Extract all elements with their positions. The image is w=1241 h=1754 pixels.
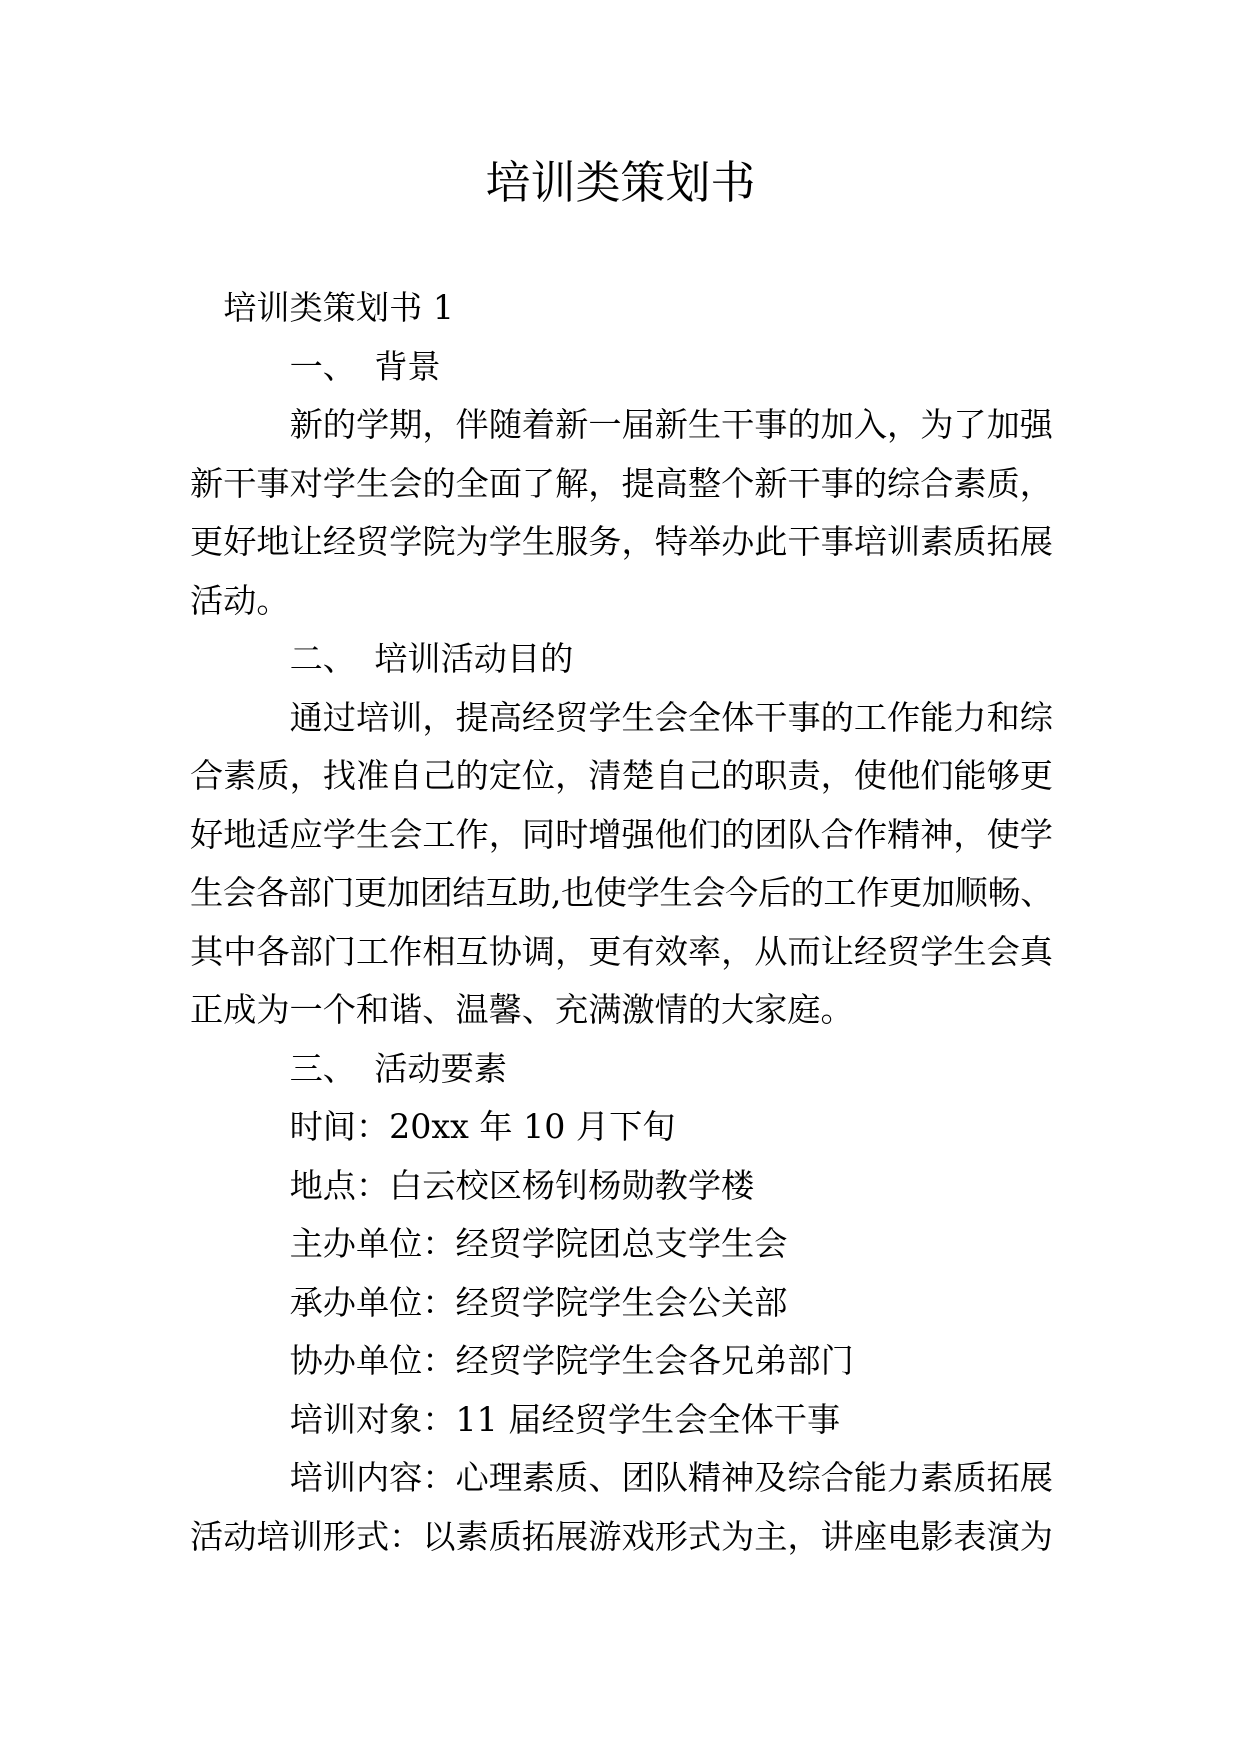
paragraph-line: 其中各部门工作相互协调，更有效率，从而让经贸学生会真: [190, 931, 1053, 971]
info-value: 20xx 年 10 月下旬: [389, 1107, 676, 1146]
paragraph-line: 活动培训形式：以素质拓展游戏形式为主，讲座电影表演为: [190, 1516, 1053, 1556]
document-body: [190, 279, 1053, 1566]
section-number: 三、: [289, 1048, 356, 1088]
info-item-host: [190, 1274, 1053, 1333]
info-label: 时间：: [289, 1107, 390, 1146]
info-value: 白云校区杨钊杨勋教学楼: [389, 1165, 755, 1205]
info-item-co-organizer: [190, 1332, 1053, 1391]
document-title: 培训类策划书: [485, 156, 756, 209]
section-number: 二、: [289, 639, 356, 678]
info-value: 经贸学院学生会各兄弟部门: [455, 1341, 854, 1380]
info-value: 经贸学院学生会公关部: [455, 1282, 788, 1322]
info-item-audience: [190, 1391, 1053, 1450]
paragraph-line: 生会各部门更加团结互助,也使学生会今后的工作更加顺畅、: [190, 873, 1053, 912]
section-number: 一、: [289, 346, 356, 386]
paragraph-line: 培训内容：心理素质、团队精神及综合能力素质拓展: [289, 1458, 1053, 1497]
info-label: 协办单位：: [289, 1341, 456, 1380]
paragraph-line: 更好地让经贸学院为学生服务，特举办此干事培训素质拓展: [190, 522, 1053, 561]
info-item-time: [190, 1098, 1053, 1157]
paragraph-line: 好地适应学生会工作，同时增强他们的团队合作精神，使学: [190, 814, 1053, 854]
paragraph-line: 通过培训，提高经贸学生会全体干事的工作能力和综: [289, 697, 1053, 737]
paragraph-line: 新的学期，伴随着新一届新生干事的加入，为了加强: [289, 405, 1053, 444]
info-label: 主办单位：: [289, 1224, 456, 1263]
section-heading: [190, 338, 1053, 397]
info-label: 承办单位：: [289, 1282, 456, 1322]
section-heading-text: 活动要素: [374, 1048, 507, 1088]
section-heading: [190, 1040, 1053, 1099]
info-item-location: [190, 1157, 1053, 1216]
section-heading-text: 培训活动目的: [374, 639, 574, 678]
info-item-organizer: [190, 1215, 1053, 1274]
document-subtitle: 培训类策划书 1: [223, 288, 454, 327]
info-value: 经贸学院团总支学生会: [455, 1224, 788, 1263]
paragraph-line: 活动。: [190, 580, 290, 620]
paragraph-line: 合素质，找准自己的定位，清楚自己的职责，使他们能够更: [190, 756, 1053, 795]
section-heading: [190, 630, 1053, 689]
paragraph-line: 新干事对学生会的全面了解，提高整个新干事的综合素质，: [190, 463, 1053, 503]
info-label: 培训对象：: [289, 1399, 456, 1439]
paragraph-line: 正成为一个和谐、温馨、充满激情的大家庭。: [190, 990, 854, 1029]
info-label: 地点：: [289, 1165, 390, 1205]
section-heading-text: 背景: [374, 346, 441, 386]
info-value: 11 届经贸学生会全体干事: [455, 1399, 841, 1439]
